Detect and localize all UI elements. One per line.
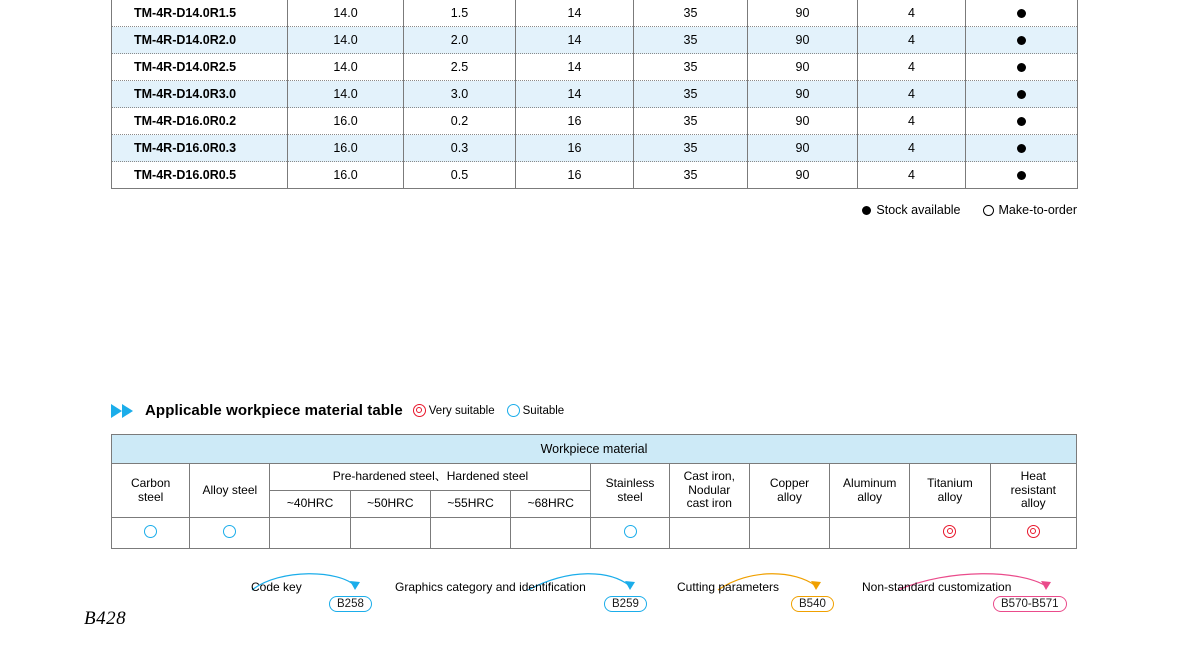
annotation-pill-b540[interactable]: B540 xyxy=(791,596,834,612)
cell-z: 4 xyxy=(858,0,966,27)
annotation-pill-b258[interactable]: B258 xyxy=(329,596,372,612)
annotation-pill-b570-b571[interactable]: B570-B571 xyxy=(993,596,1067,612)
cell-z: 4 xyxy=(858,162,966,189)
cell-l2: 90 xyxy=(748,135,858,162)
cell-d2: 14 xyxy=(516,27,634,54)
rating-carbon-steel xyxy=(112,518,190,549)
rating-hrc55 xyxy=(430,518,510,549)
rating-hrc40 xyxy=(270,518,350,549)
circle-icon xyxy=(507,404,520,417)
cell-l1: 35 xyxy=(634,54,748,81)
cell-z: 4 xyxy=(858,135,966,162)
cell-code: TM-4R-D14.0R2.0 xyxy=(112,27,288,54)
stock-filled-icon xyxy=(1017,117,1026,126)
header-heat-line1: Heat xyxy=(1020,468,1046,483)
cell-d1: 14.0 xyxy=(288,81,404,108)
header-hrc50: ~50HRC xyxy=(350,491,430,518)
cell-l1: 35 xyxy=(634,162,748,189)
rating-heat-resistant-alloy xyxy=(990,518,1076,549)
header-cast-iron-line3: cast iron xyxy=(686,496,732,511)
cell-stock xyxy=(966,135,1078,162)
cell-d1: 16.0 xyxy=(288,108,404,135)
table-row xyxy=(112,0,1078,27)
cell-l2: 90 xyxy=(748,27,858,54)
header-titanium-alloy xyxy=(910,464,990,518)
header-copper-alloy xyxy=(749,464,829,518)
header-cast-iron-line2: Nodular xyxy=(688,482,731,497)
cell-stock xyxy=(966,27,1078,54)
stock-filled-icon xyxy=(1017,63,1026,72)
header-titanium-line1: Titanium xyxy=(927,475,973,490)
cell-d2: 16 xyxy=(516,135,634,162)
page-number: B428 xyxy=(84,608,127,629)
cell-d2: 14 xyxy=(516,81,634,108)
cell-r: 0.5 xyxy=(404,162,516,189)
double-circle-icon xyxy=(943,525,956,538)
stock-filled-icon xyxy=(1017,144,1026,153)
annotation-label-cutting-parameters: Cutting parameters xyxy=(677,580,780,594)
cell-code: TM-4R-D16.0R0.2 xyxy=(112,108,288,135)
cell-d2: 16 xyxy=(516,108,634,135)
material-table-rating-row xyxy=(112,518,1077,549)
circle-icon xyxy=(144,525,157,538)
cell-r: 2.5 xyxy=(404,54,516,81)
rating-alloy-steel xyxy=(190,518,270,549)
rating-copper-alloy xyxy=(749,518,829,549)
stock-filled-icon xyxy=(1017,90,1026,99)
circle-icon xyxy=(223,525,236,538)
cell-r: 0.2 xyxy=(404,108,516,135)
cell-z: 4 xyxy=(858,27,966,54)
cell-d1: 14.0 xyxy=(288,54,404,81)
annotation-label-code-key: Code key xyxy=(251,580,302,594)
workpiece-material-table xyxy=(111,434,1077,549)
rating-hrc50 xyxy=(350,518,430,549)
table-row xyxy=(112,135,1078,162)
rating-aluminum-alloy xyxy=(830,518,910,549)
header-carbon-steel xyxy=(112,464,190,518)
cell-d1: 16.0 xyxy=(288,135,404,162)
cell-code: TM-4R-D16.0R0.5 xyxy=(112,162,288,189)
header-titanium-line2: alloy xyxy=(937,489,963,504)
legend-stock-available-label: Stock available xyxy=(876,203,961,217)
annotation-pill-b259[interactable]: B259 xyxy=(604,596,647,612)
header-heat-line3: alloy xyxy=(1020,496,1046,511)
table-row xyxy=(112,162,1078,189)
cell-code: TM-4R-D14.0R1.5 xyxy=(112,0,288,27)
header-aluminum-alloy xyxy=(830,464,910,518)
cell-l2: 90 xyxy=(748,81,858,108)
rating-stainless-steel xyxy=(591,518,669,549)
suitability-legend xyxy=(413,404,572,417)
cell-r: 1.5 xyxy=(404,0,516,27)
header-hrc40: ~40HRC xyxy=(270,491,350,518)
header-stainless-line1: Stainless xyxy=(605,475,655,490)
cell-stock xyxy=(966,162,1078,189)
legend-stock-available xyxy=(862,203,960,217)
stock-filled-icon xyxy=(1017,36,1026,45)
cell-code: TM-4R-D16.0R0.3 xyxy=(112,135,288,162)
header-carbon-steel-line1: Carbon xyxy=(130,475,171,490)
stock-filled-icon xyxy=(1017,171,1026,180)
cell-stock xyxy=(966,0,1078,27)
stock-filled-icon xyxy=(1017,9,1026,18)
cell-l1: 35 xyxy=(634,108,748,135)
double-circle-icon xyxy=(1027,525,1040,538)
legend-suitable-label: Suitable xyxy=(522,404,565,417)
header-hrc68: ~68HRC xyxy=(511,491,591,518)
cell-l1: 35 xyxy=(634,0,748,27)
cell-l1: 35 xyxy=(634,135,748,162)
header-copper-line2: alloy xyxy=(777,489,802,504)
legend-very-suitable-label: Very suitable xyxy=(428,404,495,417)
cell-d1: 14.0 xyxy=(288,0,404,27)
cell-z: 4 xyxy=(858,108,966,135)
filled-circle-icon xyxy=(862,206,871,215)
rating-hrc68 xyxy=(511,518,591,549)
header-hrc55: ~55HRC xyxy=(430,491,510,518)
cell-d2: 14 xyxy=(516,54,634,81)
material-table-title-row xyxy=(112,435,1077,464)
section-title: Applicable workpiece material table xyxy=(145,402,403,419)
header-aluminum-line2: alloy xyxy=(857,489,883,504)
header-carbon-steel-line2: steel xyxy=(137,489,164,504)
specification-table xyxy=(111,0,1077,189)
header-stainless-steel xyxy=(591,464,669,518)
cell-stock xyxy=(966,81,1078,108)
header-cast-iron-line1: Cast iron, xyxy=(683,468,735,483)
cell-d1: 14.0 xyxy=(288,27,404,54)
rating-titanium-alloy xyxy=(910,518,990,549)
header-aluminum-line1: Aluminum xyxy=(843,475,897,490)
cell-stock xyxy=(966,54,1078,81)
stock-legend xyxy=(862,203,1077,217)
legend-make-to-order-label: Make-to-order xyxy=(998,203,1077,217)
header-alloy-steel: Alloy steel xyxy=(190,464,270,518)
material-section-heading xyxy=(111,402,572,419)
annotation-arrows xyxy=(0,560,1189,630)
cell-d2: 16 xyxy=(516,162,634,189)
material-table-group-row xyxy=(112,464,1077,491)
circle-icon xyxy=(624,525,637,538)
rating-cast-iron xyxy=(669,518,749,549)
table-row xyxy=(112,81,1078,108)
cell-r: 3.0 xyxy=(404,81,516,108)
cell-r: 2.0 xyxy=(404,27,516,54)
header-heat-resistant-alloy xyxy=(990,464,1076,518)
cell-r: 0.3 xyxy=(404,135,516,162)
cell-stock xyxy=(966,108,1078,135)
cell-d2: 14 xyxy=(516,0,634,27)
cell-z: 4 xyxy=(858,81,966,108)
header-copper-line1: Copper xyxy=(769,475,810,490)
legend-very-suitable xyxy=(413,404,495,417)
annotation-label-graphics-category: Graphics category and identification xyxy=(395,580,586,594)
cell-d1: 16.0 xyxy=(288,162,404,189)
cell-l1: 35 xyxy=(634,27,748,54)
cell-z: 4 xyxy=(858,54,966,81)
cell-code: TM-4R-D14.0R2.5 xyxy=(112,54,288,81)
header-prehardened-group: Pre-hardened steel、Hardened steel xyxy=(270,464,591,491)
cell-l2: 90 xyxy=(748,54,858,81)
cell-code: TM-4R-D14.0R3.0 xyxy=(112,81,288,108)
cell-l2: 90 xyxy=(748,0,858,27)
double-circle-icon xyxy=(413,404,426,417)
header-cast-iron xyxy=(669,464,749,518)
table-row xyxy=(112,27,1078,54)
annotation-label-non-standard-customization: Non-standard customization xyxy=(862,580,1012,594)
cell-l2: 90 xyxy=(748,108,858,135)
cross-reference-annotations xyxy=(0,560,1189,630)
double-arrow-icon xyxy=(111,403,137,419)
table-row xyxy=(112,54,1078,81)
header-heat-line2: resistant xyxy=(1010,482,1056,497)
header-stainless-line2: steel xyxy=(617,489,643,504)
open-circle-icon xyxy=(983,205,994,216)
cell-l1: 35 xyxy=(634,81,748,108)
legend-suitable xyxy=(507,404,565,417)
legend-make-to-order xyxy=(983,203,1078,217)
table-row xyxy=(112,108,1078,135)
cell-l2: 90 xyxy=(748,162,858,189)
material-table-title: Workpiece material xyxy=(112,435,1077,464)
